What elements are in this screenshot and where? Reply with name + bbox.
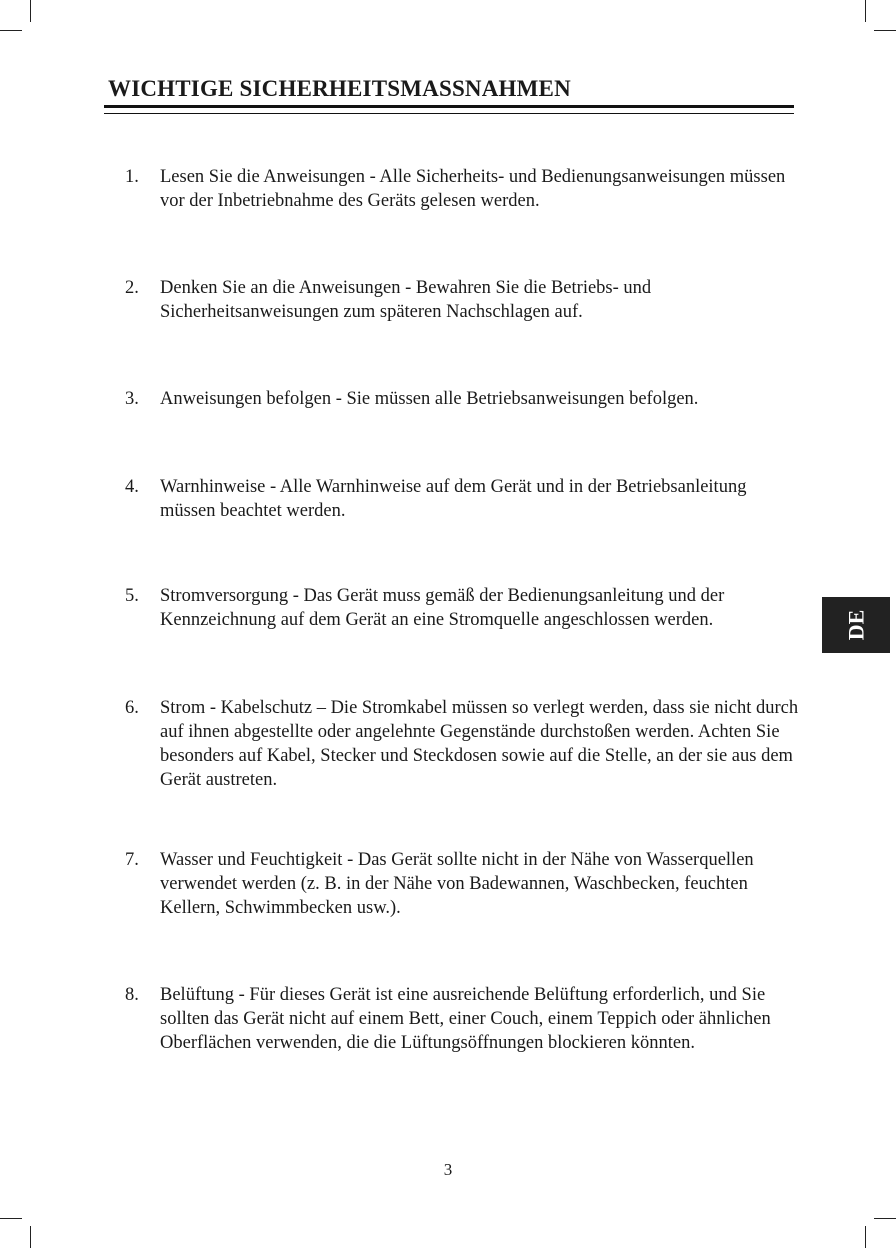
item-text: Denken Sie an die Anweisungen - Bewahren Sie die Betriebs- und Sicherheitsanweisungen zum späteren Nachschlagen auf. bbox=[160, 278, 652, 322]
safety-item-6 bbox=[125, 696, 805, 792]
crop-mark-top-left bbox=[30, 0, 31, 22]
language-tab-label: DE bbox=[843, 609, 868, 641]
item-number: 3. bbox=[125, 389, 139, 409]
item-number: 6. bbox=[125, 698, 139, 718]
crop-mark-bottom-right bbox=[865, 1226, 866, 1248]
item-text: Anweisungen befolgen - Sie müssen alle Betriebsanweisungen befolgen. bbox=[160, 389, 699, 409]
item-text: Belüftung - Für dieses Gerät ist eine ausreichende Belüftung erforderlich, und Sie sollten das Gerät nicht auf einem Bett, einer Couch, einem Teppich oder ähnlichen Oberflächen verwenden, die die Lüftungsöffnungen blockieren könnten. bbox=[160, 985, 771, 1053]
title-rule-thick bbox=[104, 105, 794, 108]
item-number: 8. bbox=[125, 985, 139, 1005]
page-number: 3 bbox=[443, 1160, 453, 1179]
item-text: Wasser und Feuchtigkeit - Das Gerät sollte nicht in der Nähe von Wasserquellen verwendet werden (z. B. in der Nähe von Badewannen, Waschbecken, feuchten Kellern, Schwimmbecken usw.). bbox=[160, 850, 754, 918]
item-number: 2. bbox=[125, 278, 139, 298]
crop-mark-top-right-h bbox=[874, 30, 896, 31]
page-title: WICHTIGE SICHERHEITSMASSNAHMEN bbox=[108, 76, 571, 101]
crop-mark-bottom-right-h bbox=[874, 1218, 896, 1219]
item-number: 1. bbox=[125, 167, 139, 187]
safety-item-5 bbox=[125, 584, 785, 632]
safety-item-8 bbox=[125, 983, 795, 1055]
item-text: Lesen Sie die Anweisungen - Alle Sicherheits- und Bedienungsanweisungen müssen vor der Inbetriebnahme des Geräts gelesen werden. bbox=[160, 167, 786, 211]
crop-mark-top-right bbox=[865, 0, 866, 22]
safety-item-1 bbox=[125, 165, 805, 213]
item-number: 7. bbox=[125, 850, 139, 870]
crop-mark-bottom-left-h bbox=[0, 1218, 22, 1219]
title-rule-thin bbox=[104, 113, 794, 114]
item-text: Strom - Kabelschutz – Die Stromkabel müssen so verlegt werden, dass sie nicht durch auf ihnen abgestellte oder angelehnte Gegenstände durchstoßen werden. Achten Sie besonders auf Kabel, Stecker und Steckdosen sowie auf die Stelle, an der sie aus dem Gerät austreten. bbox=[160, 698, 799, 790]
item-number: 5. bbox=[125, 586, 139, 606]
crop-mark-top-left-h bbox=[0, 30, 22, 31]
safety-item-7 bbox=[125, 848, 805, 920]
crop-mark-bottom-left bbox=[30, 1226, 31, 1248]
safety-item-2 bbox=[125, 276, 685, 324]
item-text: Stromversorgung - Das Gerät muss gemäß der Bedienungsanleitung und der Kennzeichnung auf dem Gerät an eine Stromquelle angeschlossen werden. bbox=[160, 586, 725, 630]
item-text: Warnhinweise - Alle Warnhinweise auf dem Gerät und in der Betriebsanleitung müssen beachtet werden. bbox=[160, 477, 747, 521]
safety-item-4 bbox=[125, 475, 805, 523]
language-tab bbox=[822, 597, 890, 653]
item-number: 4. bbox=[125, 477, 139, 497]
safety-item-3 bbox=[125, 387, 805, 411]
